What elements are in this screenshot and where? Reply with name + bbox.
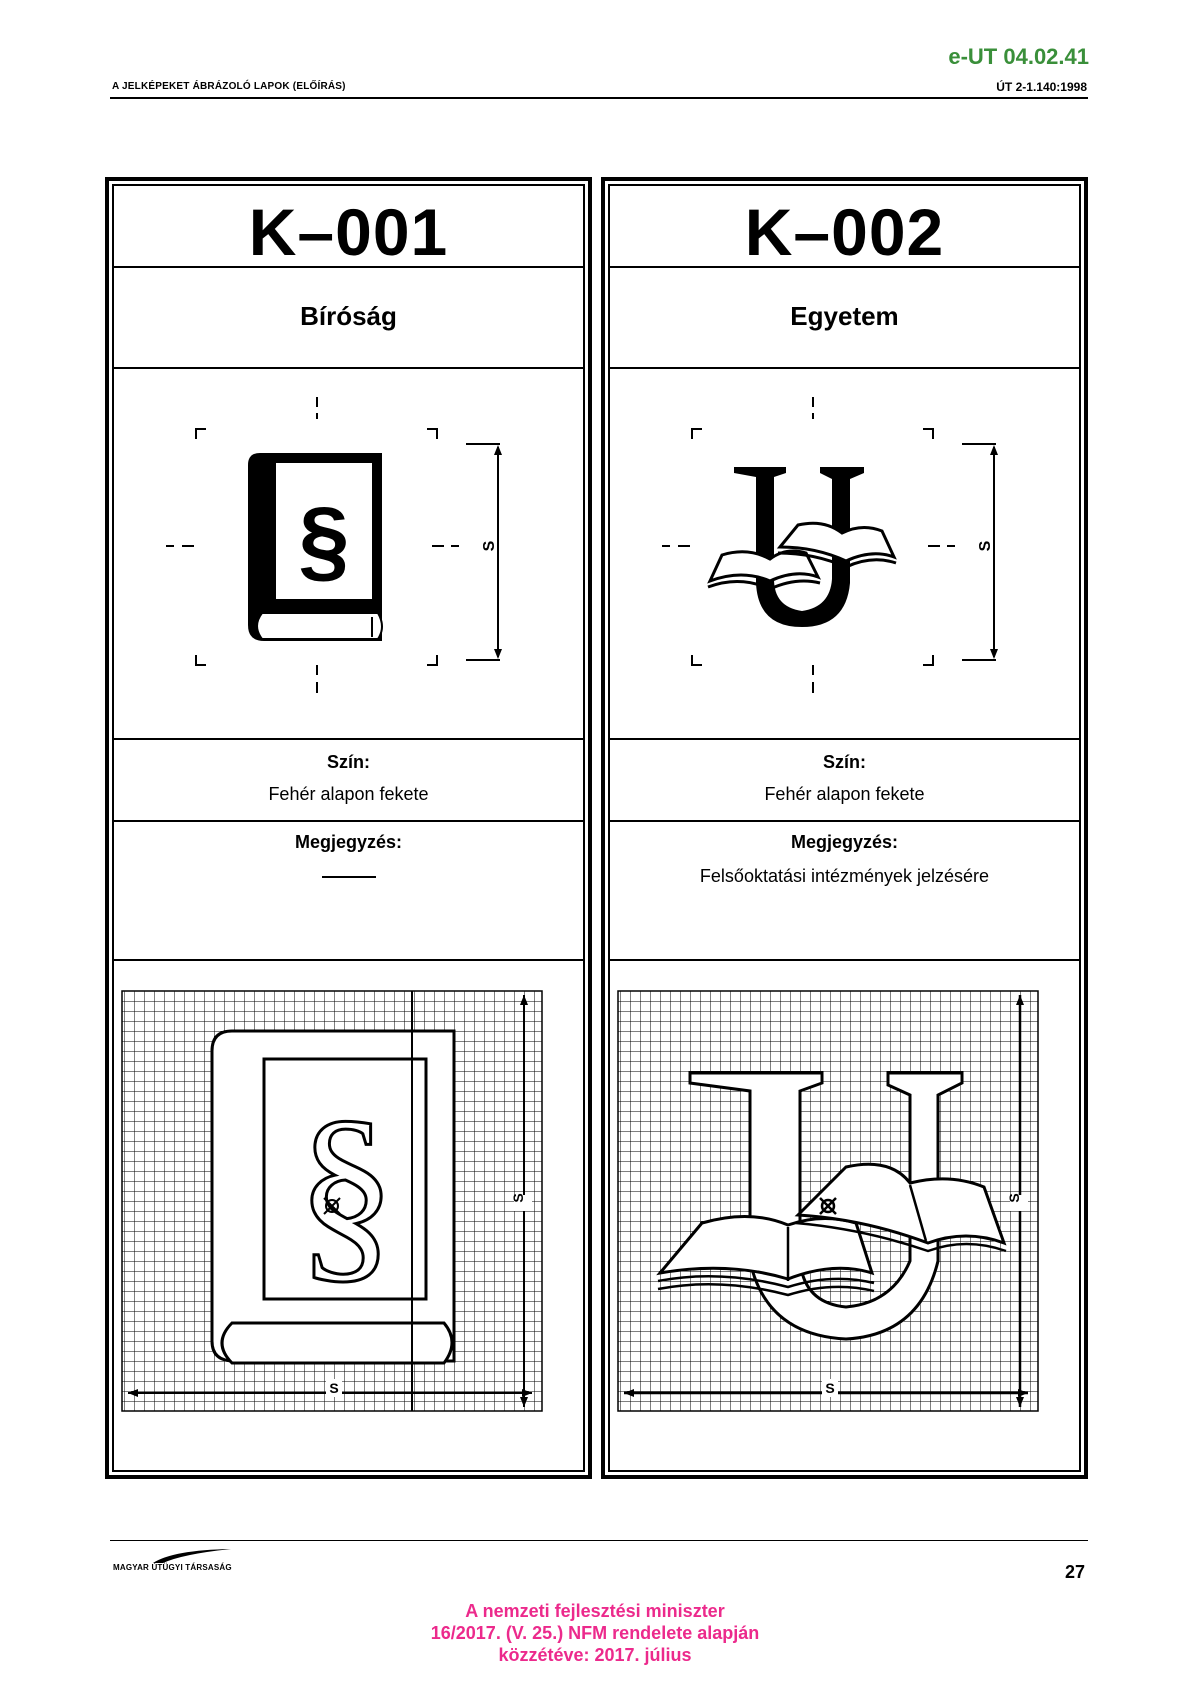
dimension-label: S	[329, 1380, 339, 1396]
university-books-icon	[610, 369, 1087, 738]
sign-card-k002	[601, 177, 1088, 1479]
dimension-label: S	[481, 540, 498, 552]
note-label: Megjegyzés:	[790, 832, 899, 852]
svg-text:§: §	[298, 489, 350, 591]
note-value: Felsőoktatási intézmények jelzésére	[699, 866, 990, 886]
road-logo-icon	[113, 1548, 233, 1564]
construction-grid-row	[114, 961, 583, 1470]
sign-code: K–001	[248, 195, 449, 269]
dimension-label: S	[1006, 1193, 1022, 1203]
page-number: 27	[1064, 1562, 1085, 1582]
color-row	[610, 740, 1079, 822]
publication-note	[0, 1600, 1190, 1666]
dimension-label: S	[825, 1380, 835, 1396]
dimension-label: S	[977, 540, 994, 552]
color-label: Szín:	[823, 752, 866, 772]
dimension-label: S	[510, 1193, 526, 1203]
sign-card-k001	[105, 177, 592, 1479]
sign-name: Egyetem	[790, 301, 899, 331]
sign-name-row	[114, 268, 583, 369]
paragraph-book-icon	[114, 369, 591, 738]
sign-code-row	[610, 186, 1079, 268]
sign-code: K–002	[744, 195, 945, 269]
color-value: Fehér alapon fekete	[268, 784, 429, 804]
construction-grid-k002	[610, 961, 1087, 1471]
construction-grid-row	[610, 961, 1079, 1470]
symbol-row	[610, 369, 1079, 740]
publication-line-1: A nemzeti fejlesztési miniszter	[465, 1601, 725, 1621]
note-label: Megjegyzés:	[294, 832, 403, 852]
publication-line-2: 16/2017. (V. 25.) NFM rendelete alapján	[430, 1623, 760, 1643]
organization-name: MAGYAR ÚTÜGYI TÁRSASÁG	[113, 1563, 232, 1572]
sign-name: Bíróság	[300, 301, 397, 331]
note-row	[114, 822, 583, 961]
header-rule	[110, 97, 1088, 99]
note-row	[610, 822, 1079, 961]
color-label: Szín:	[327, 752, 370, 772]
sign-code-row	[114, 186, 583, 268]
color-value: Fehér alapon fekete	[764, 784, 925, 804]
standard-number: ÚT 2-1.140:1998	[996, 80, 1087, 94]
svg-text:§: §	[296, 1080, 396, 1301]
note-empty-dash	[322, 876, 376, 878]
publication-line-3: közzétéve: 2017. július	[498, 1645, 692, 1665]
footer-rule	[110, 1540, 1088, 1541]
document-code: e-UT 04.02.41	[948, 44, 1089, 69]
construction-grid-k001	[114, 961, 591, 1471]
section-title: A JELKÉPEKET ÁBRÁZOLÓ LAPOK (ELŐÍRÁS)	[112, 81, 346, 92]
symbol-row	[114, 369, 583, 740]
color-row	[114, 740, 583, 822]
sign-name-row	[610, 268, 1079, 369]
